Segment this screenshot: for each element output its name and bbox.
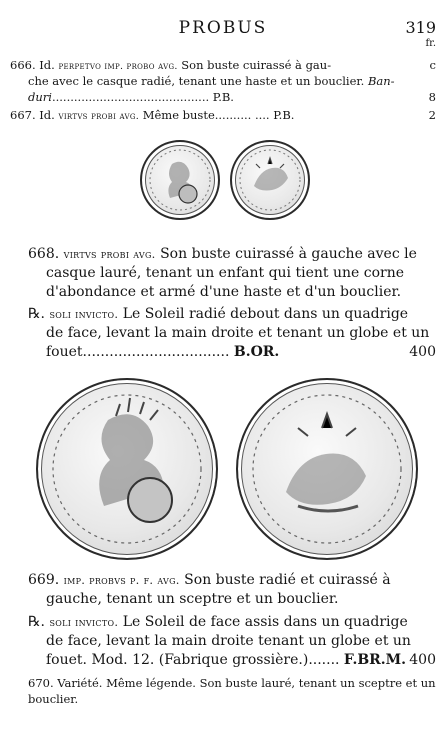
entry-669-reverse-line-2: de face, levant la main droite tenant un globe et un	[46, 633, 411, 649]
entry-668-line-1: 668. virtvs probi avg. Son buste cuirassé à gauche avec le	[28, 246, 417, 262]
entry-670-line-2: bouclier.	[28, 692, 79, 706]
page-number: 319	[405, 18, 436, 37]
reverse-mark: ℞.	[28, 614, 46, 630]
reverse-mark: ℞.	[28, 306, 46, 322]
page-title: PROBUS	[178, 18, 268, 38]
entry-668-line-2: casque lauré, tenant un enfant qui tient une corne	[46, 265, 404, 281]
entry-669-reverse-line-1: ℞. soli invicto. Le Soleil de face assis dans un quadrige	[28, 614, 408, 630]
entry-number: 667.	[10, 108, 36, 122]
entry-666-line-3: duri........................................... P.B.	[28, 90, 234, 104]
entry-number: 668.	[28, 246, 60, 262]
coin-obverse-large-image	[36, 378, 218, 560]
entry-666-line-1: 666. Id. perpetvo imp. probo avg. Son buste cuirassé à gau-	[10, 58, 332, 72]
entry-669-value: 400	[409, 652, 436, 668]
coin-obverse-small-image	[140, 140, 220, 220]
entry-669-line-1: 669. imp. probvs p. f. avg. Son buste radié et cuirassé à	[28, 572, 391, 588]
entry-668-reverse-line-2: de face, levant la main droite et tenant un globe et un	[46, 325, 430, 341]
entry-668-value: 400	[409, 344, 436, 360]
column-label-fr: fr.	[425, 38, 436, 49]
entry-666-value-c: c	[429, 58, 436, 72]
entry-669-line-2: gauche, tenant un sceptre et un bouclier.	[46, 591, 339, 607]
entry-number: 670.	[28, 676, 54, 690]
entry-670-line-1: 670. Variété. Même légende. Son buste lauré, tenant un sceptre et un	[28, 676, 436, 690]
entry-number: 669.	[28, 572, 60, 588]
entry-668-line-3: d'abondance et armé d'une haste et d'un bouclier.	[46, 284, 402, 300]
entry-number: 666.	[10, 58, 36, 72]
entry-668-reverse-line-3: fouet................................. B.OR.	[46, 344, 280, 360]
entry-667: 667. Id. virtvs probi avg. Même buste.......... .... P.B.	[10, 108, 295, 122]
entry-668-reverse-line-1: ℞. soli invicto. Le Soleil radié debout dans un quadrige	[28, 306, 409, 322]
entry-666-line-2: che avec le casque radié, tenant une haste et un bouclier. Ban-	[28, 74, 395, 88]
entry-666-value: 8	[428, 90, 436, 104]
entry-667-value: 2	[428, 108, 436, 122]
entry-669-reverse-line-3: fouet. Mod. 12. (Fabrique grossière.)....... F.BR.M.	[46, 652, 407, 668]
coin-reverse-small-image	[230, 140, 310, 220]
coin-reverse-large-image	[236, 378, 418, 560]
